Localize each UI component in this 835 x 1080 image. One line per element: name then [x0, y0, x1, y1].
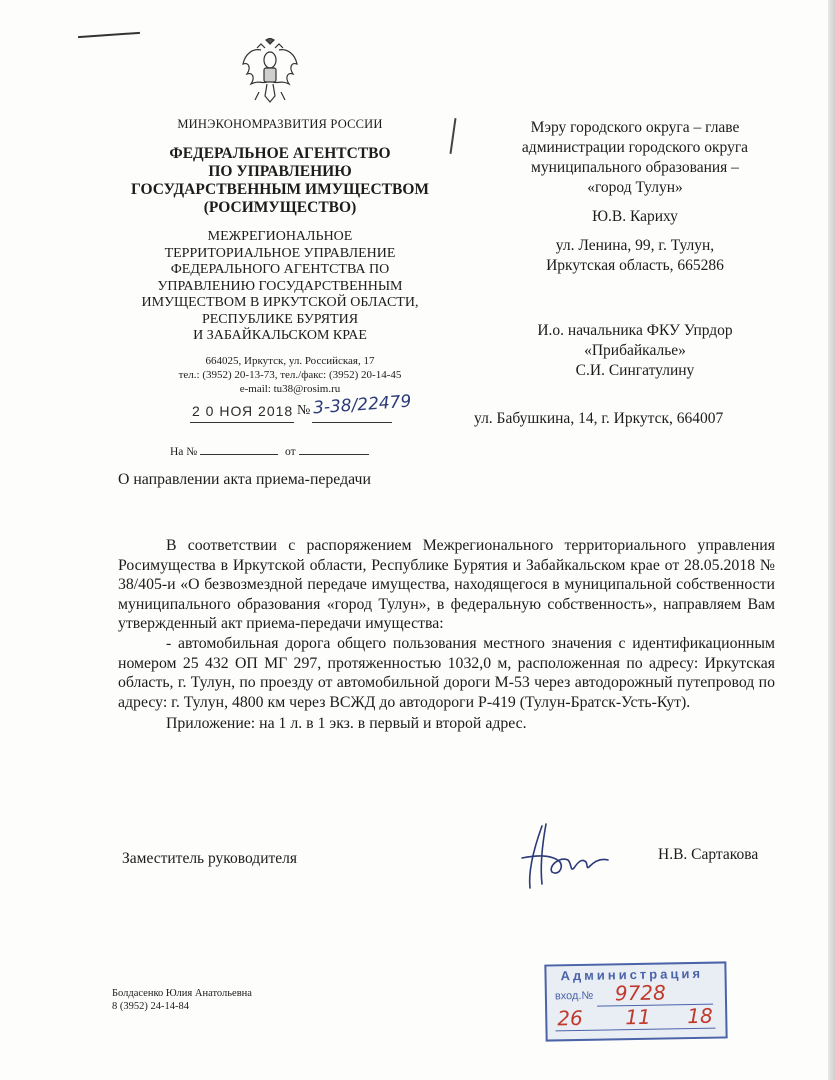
ref-number-blank — [200, 454, 278, 455]
outgoing-number-label: № — [297, 403, 311, 418]
recipient-road-agency-address: ул. Бабушкина, 14, г. Иркутск, 664007 — [474, 410, 724, 427]
ref-ot-label: от — [285, 446, 296, 458]
tick-mark — [450, 118, 457, 154]
recipient-address-line: ул. Ленина, 99, г. Тулун, — [555, 237, 715, 254]
stamp-number: 9728 — [614, 980, 666, 1006]
incoming-registration-stamp — [544, 961, 727, 1041]
recipient-mayor — [470, 118, 800, 276]
letter-subject: О направлении акта приема-передачи — [118, 471, 371, 488]
stamp-date-year: 18 — [687, 1003, 713, 1029]
address-line: 664025, Иркутск, ул. Российская, 17 — [205, 355, 375, 367]
recipient-name: Ю.В. Кариху — [592, 208, 678, 225]
body-paragraph: В соответствии с распоряжением Межрегионального территориального управления Росимущества в Иркутской области, Республике Бурятия и Забайкальском крае от 28.05.2018 № 38/405-и «О безвозмездной передаче имущества, находящегося в муниципальной собственности муниципального образования «город Тулун», в федеральную собственность», направляем Вам утвержденный акт приема-передачи имущества: — [118, 537, 775, 633]
ministry-name: МИНЭКОНОМРАЗВИТИЯ РОССИИ — [177, 117, 383, 131]
signatory-role: Заместитель руководителя — [122, 850, 298, 867]
office-line: ФЕДЕРАЛЬНОГО АГЕНТСТВА ПО — [170, 262, 390, 277]
letter-body — [118, 536, 775, 734]
stamp-in-label: вход.№ — [554, 989, 594, 1003]
recipient-line: Мэру городского округа – главе — [530, 119, 740, 136]
sender-address — [140, 354, 440, 396]
agency-name — [110, 145, 450, 217]
agency-line: ФЕДЕРАЛЬНОЕ АГЕНТСТВО — [169, 145, 391, 162]
date-underline — [190, 422, 294, 423]
attachment-note: Приложение: на 1 л. в 1 экз. в первый и второй адрес. — [166, 715, 527, 733]
recipient-line: муниципального образования – — [531, 159, 739, 176]
date-stamp: 2 0 НОЯ 2018 — [192, 403, 294, 419]
office-line: МЕЖРЕГИОНАЛЬНОЕ — [207, 229, 353, 244]
office-line: УПРАВЛЕНИЮ ГОСУДАРСТВЕННЫМ — [157, 278, 403, 294]
body-list-item: - автомобильная дорога общего пользования местного значения с идентификационным номером 25 432 ОП МГ 297, протяженностью 1032,0 м, расположенная по адресу: Иркутская область, г. Тулун, по проезду от автомобильной дороги М-53 через автодорожный путепровод по адресу: г. Тулун, 4800 км через ВСЖД до автодороги Р-419 (Тулун-Братск-Усть-Кут). — [118, 634, 775, 711]
executor-info — [112, 987, 252, 1013]
recipient-line: «Прибайкалье» — [584, 342, 686, 359]
ref-date-blank — [299, 454, 369, 455]
agency-line: ГОСУДАРСТВЕННЫМ ИМУЩЕСТВОМ — [130, 181, 430, 198]
number-underline — [312, 422, 392, 423]
stamp-date-day: 26 — [557, 1005, 583, 1031]
reference-line — [170, 446, 369, 458]
recipient-line: администрации городского округа — [521, 139, 749, 156]
recipient-line: С.И. Сингатулину — [575, 362, 695, 379]
email-line: e-mail: tu38@rosim.ru — [239, 383, 341, 395]
executor-name: Болдасенко Юлия Анатольевна — [112, 988, 252, 999]
office-line: ИМУЩЕСТВОМ В ИРКУТСКОЙ ОБЛАСТИ, — [141, 295, 419, 310]
outgoing-number: 3-38/22479 — [312, 391, 412, 419]
ref-na-label: На № — [170, 446, 198, 458]
agency-line: (РОСИМУЩЕСТВО) — [203, 199, 357, 216]
executor-phone: 8 (3952) 24-14-84 — [112, 1001, 189, 1012]
recipient-road-agency — [470, 321, 800, 381]
territorial-office-name — [110, 229, 450, 345]
recipient-line: И.о. начальника ФКУ Упрдор — [537, 322, 733, 339]
phone-line: тел.: (3952) 20-13-73, тел./факс: (3952) 20-14-45 — [178, 369, 402, 381]
stamp-title: Администрация — [560, 965, 704, 984]
signatory-name: Н.В. Сартакова — [658, 846, 759, 863]
recipient-line: «город Тулун» — [587, 179, 683, 196]
pen-mark — [78, 32, 140, 38]
scan-edge — [828, 0, 835, 1080]
recipient-address-line: Иркутская область, 665286 — [546, 257, 724, 274]
stamp-date-month: 11 — [625, 1004, 651, 1030]
agency-line: ПО УПРАВЛЕНИЮ — [208, 163, 352, 180]
office-line: И ЗАБАЙКАЛЬСКОМ КРАЕ — [193, 328, 367, 343]
office-line: РЕСПУБЛИКЕ БУРЯТИЯ — [201, 311, 359, 327]
coat-of-arms-emblem — [239, 38, 301, 106]
office-line: ТЕРРИТОРИАЛЬНОЕ УПРАВЛЕНИЕ — [164, 245, 396, 261]
handwritten-signature — [512, 818, 612, 894]
